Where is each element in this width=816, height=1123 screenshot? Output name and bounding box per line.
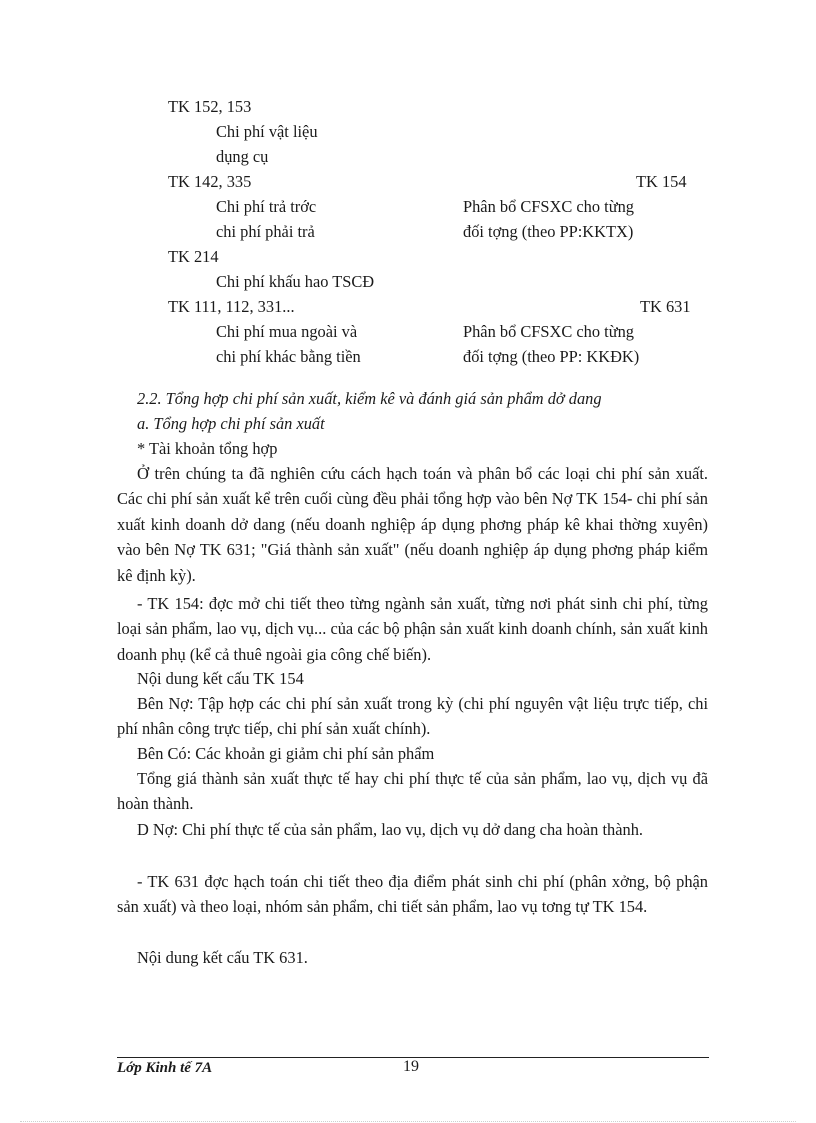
vat-lieu-line-2: dụng cụ [216, 147, 269, 166]
tk-631-label: TK 631 [640, 297, 691, 316]
tk-111-label: TK 111, 112, 331... [168, 297, 295, 316]
paragraph-tong-gia-thanh: Tổng giá thành sản xuất thực tế hay chi phí thực tế của sản phẩm, lao vụ, dịch vụ đã hoàn thành. [117, 769, 708, 814]
mua-ngoai-line-1: Chi phí mua ngoài và [216, 322, 358, 341]
paragraph-ben-co: Bên Có: Các khoản gi giảm chi phí sản phẩm [137, 744, 435, 763]
paragraph-tk154-structure: Nội dung kết cấu TK 154 [137, 669, 304, 688]
tk-152-label: TK 152, 153 [168, 97, 252, 116]
tk-154-label: TK 154 [636, 172, 687, 191]
phan-bo-kkdk-line-1: Phân bổ CFSXC cho từng [463, 322, 634, 341]
page-bottom-border [20, 1121, 796, 1122]
mua-ngoai-line-2: chi phí khác bằng tiền [216, 347, 361, 366]
paragraph-du-no: D Nợ: Chi phí thực tế của sản phẩm, lao vụ, dịch vụ dở dang cha hoàn thành. [137, 820, 643, 839]
section-heading: 2.2. Tổng hợp chi phí sản xuất, kiểm kê và đánh giá sản phẩm dở dang [137, 389, 602, 408]
paragraph-ben-no: Bên Nợ: Tập hợp các chi phí sản xuất trong kỳ (chi phí nguyên vật liệu trực tiếp, chi phí nhân công trực tiếp, chi phí sản xuất chính). [117, 694, 708, 739]
vat-lieu-line-1: Chi phí vật liệu [216, 122, 318, 141]
tra-truoc-line-1: Chi phí trả trớc [216, 197, 317, 216]
tra-truoc-line-2: chi phí phải trả [216, 222, 315, 241]
paragraph-tk154-detail: - TK 154: đợc mở chi tiết theo từng ngành sản xuất, từng nơi phát sinh chi phí, từng loại sản phẩm, lao vụ, dịch vụ... của các bộ phận sản xuất kinh doanh chính, sản xuất kinh doanh phụ (kể cả thuê ngoài gia công chế biến). [117, 594, 708, 664]
paragraph-tk631-detail: - TK 631 đợc hạch toán chi tiết theo địa điểm phát sinh chi phí (phân xởng, bộ phận sản xuất) và theo loại, nhóm sản phẩm, chi tiết sản phẩm, lao vụ tơng tự TK 154. [117, 872, 708, 917]
paragraph-tk631-structure: Nội dung kết cấu TK 631. [137, 948, 308, 967]
section-subheading: a. Tổng hợp chi phí sản xuất [137, 414, 325, 433]
phan-bo-kktx-line-2: đối tợng (theo PP:KKTX) [463, 222, 634, 241]
footer-class-name: Lớp Kinh tế 7A [117, 1060, 213, 1076]
tk-214-label: TK 214 [168, 247, 219, 266]
paragraph-intro: Ở trên chúng ta đã nghiên cứu cách hạch toán và phân bổ các loại chi phí sản xuất. Các chi phí sản xuất kể trên cuối cùng đều phải tổng hợp vào bên Nợ TK 154- chi phí sản xuất kinh doanh dở dang (nếu doanh nghiệp áp dụng phơng pháp kê khai thờng xuyên) vào bên Nợ TK 631; "Giá thành sản xuất" (nếu doanh nghiệp áp dụng phơng pháp kiểm kê định kỳ). [117, 464, 708, 585]
bullet-tai-khoan: * Tài khoản tổng hợp [137, 439, 278, 458]
phan-bo-kktx-line-1: Phân bổ CFSXC cho từng [463, 197, 634, 216]
phan-bo-kkdk-line-2: đối tợng (theo PP: KKĐK) [463, 347, 640, 366]
khau-hao-line: Chi phí khấu hao TSCĐ [216, 272, 375, 291]
tk-142-label: TK 142, 335 [168, 172, 252, 191]
page-number: 19 [403, 1058, 419, 1075]
